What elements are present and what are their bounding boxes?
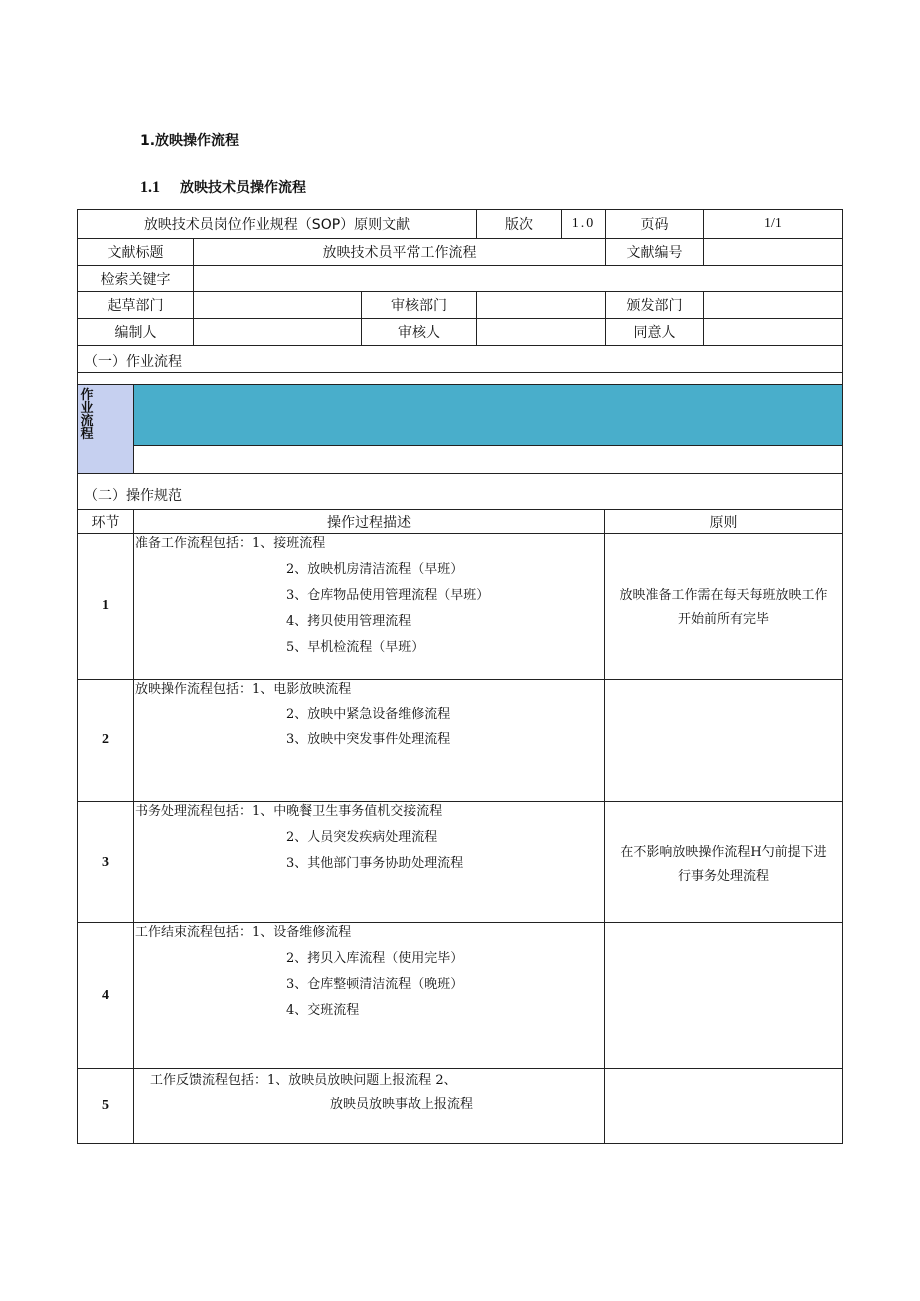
row-number: 1 xyxy=(102,598,109,613)
side-label-char: 作 xyxy=(80,388,94,403)
row-desc-line: 2、放映中紧急设备维修流程 xyxy=(286,707,451,722)
section-heading-1: 1.放映操作流程 xyxy=(140,133,240,149)
row-desc-line: 4、交班流程 xyxy=(286,1003,360,1018)
heading-number: 1.1 xyxy=(140,179,160,196)
row-number: 5 xyxy=(102,1098,109,1113)
row-desc-line: 3、放映中突发事件处理流程 xyxy=(286,732,451,747)
side-label-char: 业 xyxy=(80,401,94,416)
draft-dept-label: 起草部门 xyxy=(107,298,164,314)
row-desc-line: 工作反馈流程包括：1、放映员放映问题上报流程 2、 xyxy=(150,1073,457,1088)
col-header-principle: 原则 xyxy=(709,514,738,531)
row-number: 2 xyxy=(102,732,109,747)
version-label: 版次 xyxy=(505,217,533,233)
row-desc-line: 3、仓库物品使用管理流程（早班） xyxy=(286,588,490,603)
row-number: 4 xyxy=(102,988,109,1003)
heading-title: 放映技术员操作流程 xyxy=(180,180,306,196)
flow-diagram-bar xyxy=(133,385,842,445)
row-number: 3 xyxy=(102,855,109,870)
doc-number-label: 文献编号 xyxy=(626,245,683,261)
page-value: 1/1 xyxy=(764,216,782,231)
doc-subject-value: 放映技术员平常工作流程 xyxy=(322,245,477,261)
doc-subject-label: 文献标题 xyxy=(107,245,164,261)
row-desc-line: 3、其他部门事务协助处理流程 xyxy=(286,856,464,871)
review-dept-label: 审核部门 xyxy=(391,298,447,314)
editor-label: 编制人 xyxy=(114,325,157,341)
row-desc-line: 书务处理流程包括：1、中晚餐卫生事务值机交接流程 xyxy=(135,804,443,819)
row-desc-line: 2、拷贝入库流程（使用完毕） xyxy=(286,951,464,966)
issue-dept-label: 颁发部门 xyxy=(626,298,683,314)
row-principle-line: 行事务处理流程 xyxy=(677,869,769,884)
section-1-title: （一）作业流程 xyxy=(84,354,182,370)
doc-title: 放映技术员岗位作业规程（SOP）原则文献 xyxy=(143,217,411,233)
col-header-step: 环节 xyxy=(91,514,120,531)
row-desc-line: 准备工作流程包括：1、接班流程 xyxy=(135,536,326,551)
row-principle-line: 在不影响放映操作流程H勺前提下进 xyxy=(620,845,827,860)
page-label: 页码 xyxy=(640,217,669,233)
row-desc-line: 5、早机检流程（早班） xyxy=(286,640,425,655)
col-header-description: 操作过程描述 xyxy=(327,514,411,531)
row-desc-line: 4、拷贝使用管理流程 xyxy=(286,614,412,629)
row-desc-line: 2、放映机房清洁流程（早班） xyxy=(286,562,464,577)
row-desc-line: 3、仓库整顿清洁流程（晚班） xyxy=(286,977,464,992)
keywords-label: 检索关键字 xyxy=(100,271,171,288)
row-desc-line: 放映操作流程包括：1、电影放映流程 xyxy=(135,682,352,697)
row-desc-line: 工作结束流程包括：1、设备维修流程 xyxy=(135,925,352,940)
approver-label: 同意人 xyxy=(633,325,676,341)
row-desc-line: 放映员放映事故上报流程 xyxy=(330,1097,474,1112)
side-label xyxy=(80,389,94,441)
version-value: 1.0 xyxy=(571,216,596,231)
section-2-title: （二）操作规范 xyxy=(84,488,182,504)
side-label-char: 流 xyxy=(80,414,94,429)
reviewer-label: 审核人 xyxy=(398,325,440,341)
row-desc-line: 2、人员突发疾病处理流程 xyxy=(286,830,438,845)
row-principle-line: 开始前所有完毕 xyxy=(677,612,769,627)
side-label-char: 程 xyxy=(80,427,94,442)
row-principle-line: 放映准备工作需在每天每班放映工作 xyxy=(619,588,828,603)
